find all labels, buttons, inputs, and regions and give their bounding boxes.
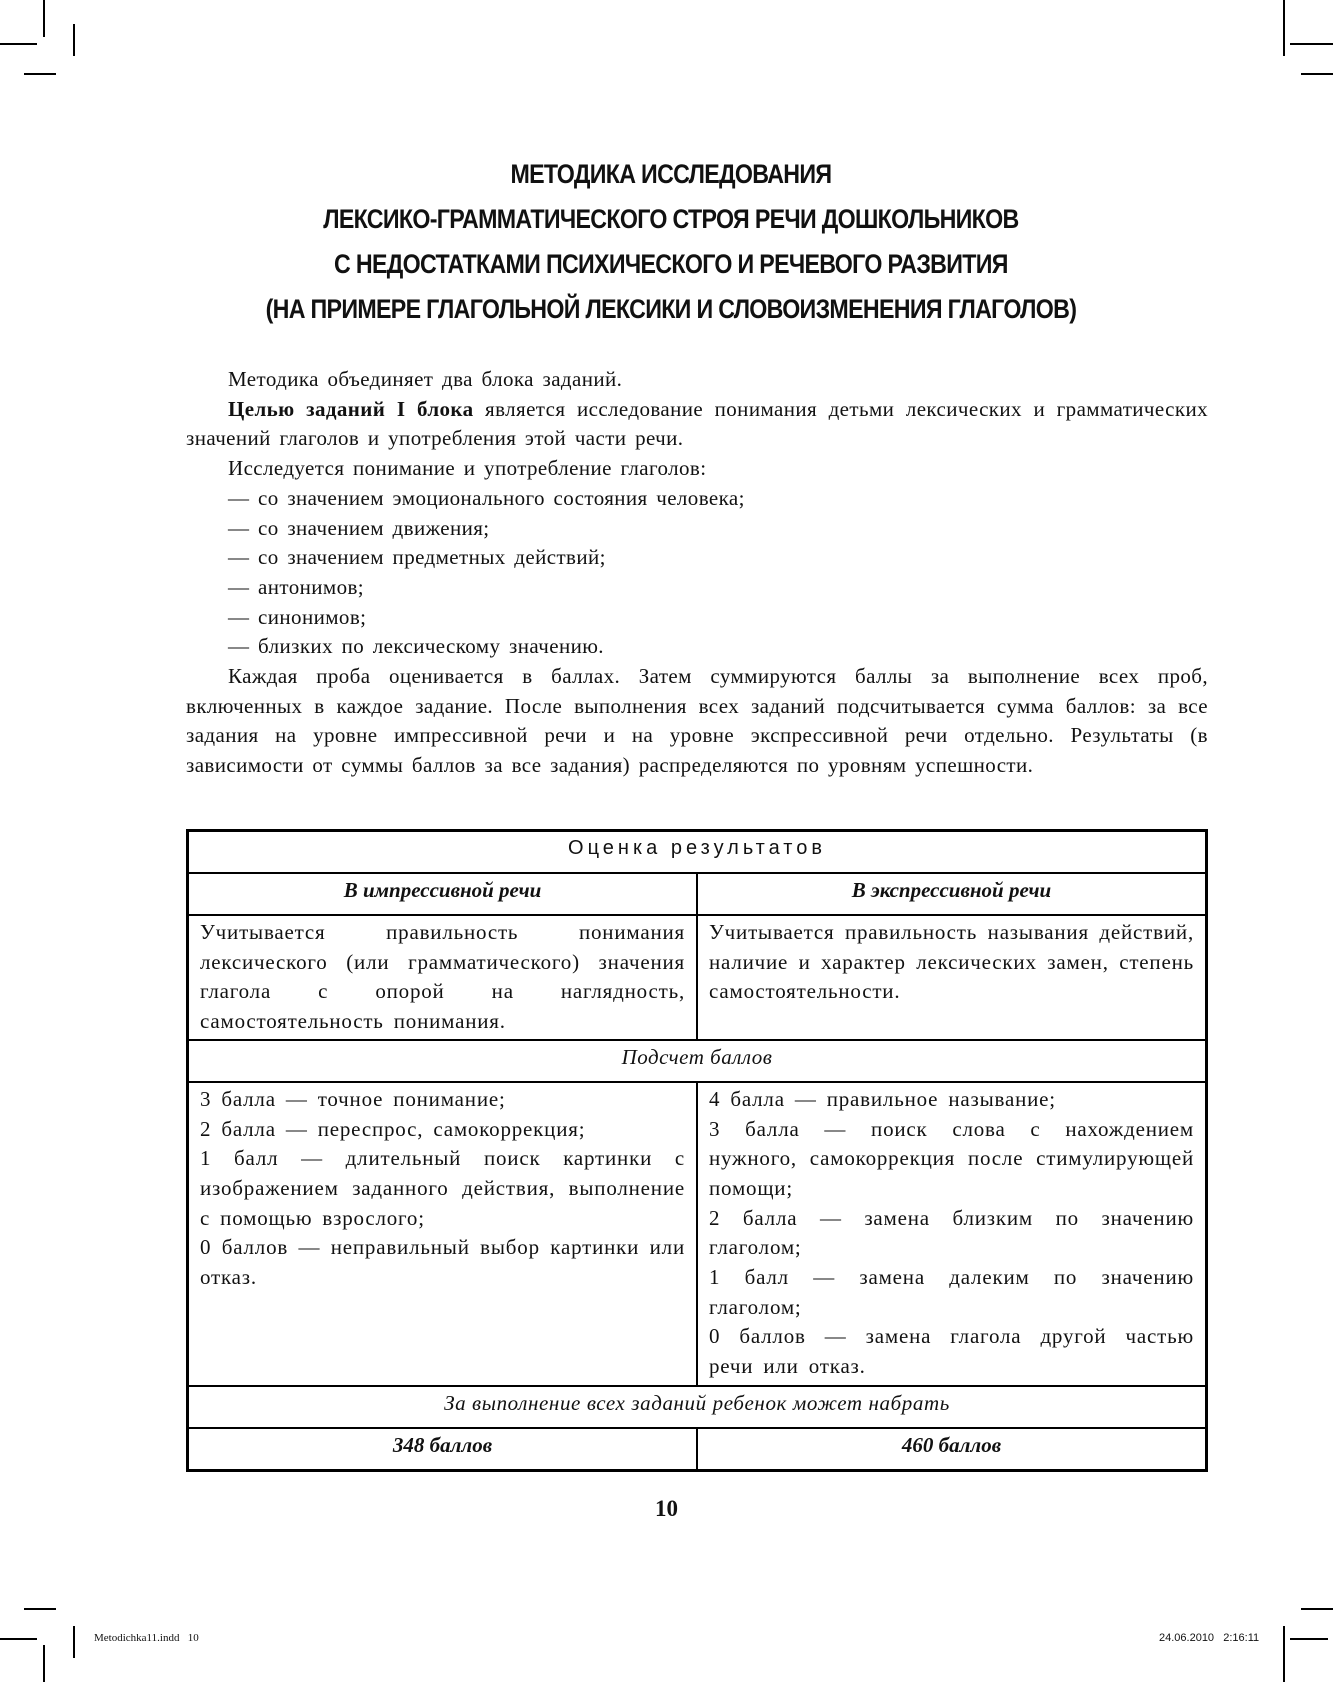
title-line: (НА ПРИМЕРЕ ГЛАГОЛЬНОЙ ЛЕКСИКИ И СЛОВОИЗМЕНЕНИЯ ГЛАГОЛОВ) (265, 294, 1077, 324)
print-slug-date: 24.06.2010 2:16:11 (1159, 1632, 1260, 1644)
header-impressive: В импрессивной речи (188, 873, 698, 915)
table-row (188, 1082, 1207, 1386)
body-text (186, 365, 1208, 781)
header-expressive: В экспрессивной речи (697, 873, 1207, 915)
total-expressive: 460 баллов (697, 1428, 1207, 1471)
list-item: — синонимов; (228, 604, 367, 629)
scoring-paragraph: Каждая проба оценивается в баллах. Затем суммируются баллы за выполнение всех проб, включенных в каждое задание. После выполнения всех заданий подсчитывается сумма баллов: за все задания на уровне импрессивной речи и на уровне экспрессивной речи отдельно. Результаты (в зависимости от суммы баллов за все задания) распределяются по уровням успешности. (186, 664, 1208, 778)
print-slug-file: Metodichka11.indd 10 (94, 1632, 199, 1644)
crop-mark (24, 73, 56, 75)
page-number: 10 (655, 1496, 678, 1521)
crop-mark (1290, 43, 1333, 45)
score-item: 2 балла — переспрос, самокоррекция; (200, 1116, 586, 1141)
intro-paragraph: Методика объединяет два блока заданий. (228, 367, 623, 391)
list-item: — со значением эмоционального состояния человека; (228, 485, 745, 510)
crop-mark (43, 1645, 45, 1682)
crop-mark (73, 1626, 75, 1658)
studied-intro: Исследуется понимание и употребление глаголов: (228, 456, 707, 481)
list-item: — близких по лексическому значению. (228, 634, 604, 659)
score-item: 3 балла — поиск слова с нахождением нужного, самокоррекция после стимулирующей помощи; (709, 1116, 1194, 1200)
score-item: 1 балл — длительный поиск картинки с изображением заданного действия, выполнение с помощью взрослого; (200, 1146, 685, 1230)
crop-mark (43, 0, 45, 37)
score-item: 2 балла — замена близким по значению глаголом; (709, 1205, 1194, 1260)
list-item: — со значением движения; (228, 515, 490, 540)
page-title (98, 152, 1244, 332)
title-line: ЛЕКСИКО-ГРАММАТИЧЕСКОГО СТРОЯ РЕЧИ ДОШКОЛЬНИКОВ (323, 204, 1019, 234)
list-item: — со значением предметных действий; (228, 545, 606, 570)
crop-mark (1301, 1608, 1333, 1610)
table-row (188, 915, 1207, 1040)
title-line: МЕТОДИКА ИССЛЕДОВАНИЯ (510, 159, 832, 189)
scoring-expressive (697, 1082, 1207, 1386)
description-impressive: Учитывается правильность понимания лексического (или грамматического) значения глагола с опорой на наглядность, самостоятельность понимания. (188, 915, 698, 1040)
crop-mark (73, 24, 75, 56)
title-line: С НЕДОСТАТКАМИ ПСИХИЧЕСКОГО И РЕЧЕВОГО РАЗВИТИЯ (334, 249, 1008, 279)
crop-mark (1290, 1638, 1328, 1640)
score-item: 0 баллов — неправильный выбор картинки или отказ. (200, 1235, 685, 1290)
crop-mark (0, 1638, 37, 1640)
crop-mark (1283, 1626, 1285, 1682)
crop-mark (1283, 24, 1285, 56)
description-expressive: Учитывается правильность называния действий, наличие и характер лексических замен, степень самостоятельности. (697, 915, 1207, 1040)
score-item: 1 балл — замена далеким по значению глаголом; (709, 1265, 1194, 1319)
crop-mark (1301, 73, 1333, 75)
table-caption: Оценка результатов (188, 831, 1207, 874)
score-item: 4 балла — правильное называние; (709, 1086, 1056, 1111)
score-item: 3 балла — точное понимание; (200, 1086, 506, 1111)
goal-bold: Целью заданий I блока (228, 396, 474, 421)
totals-row (188, 1428, 1207, 1471)
goal-paragraph (186, 395, 1208, 454)
scoring-label-row (188, 1040, 1207, 1082)
crop-mark (0, 43, 37, 45)
list-item: — антонимов; (228, 574, 365, 599)
table-header-row (188, 873, 1207, 915)
scoring-impressive (188, 1082, 698, 1386)
total-label-row (188, 1386, 1207, 1428)
goal-rest: является исследование понимания детьми лексических и грамматических значений глаголов и употребления этой части речи. (186, 396, 1208, 451)
total-label: За выполнение всех заданий ребенок может набрать (188, 1386, 1207, 1428)
score-item: 0 баллов — замена глагола другой частью речи или отказ. (709, 1324, 1194, 1379)
results-table (186, 829, 1208, 1472)
table-caption-row (188, 831, 1207, 874)
scoring-label: Подсчет баллов (188, 1040, 1207, 1082)
total-impressive: 348 баллов (188, 1428, 698, 1471)
crop-mark (24, 1608, 56, 1610)
